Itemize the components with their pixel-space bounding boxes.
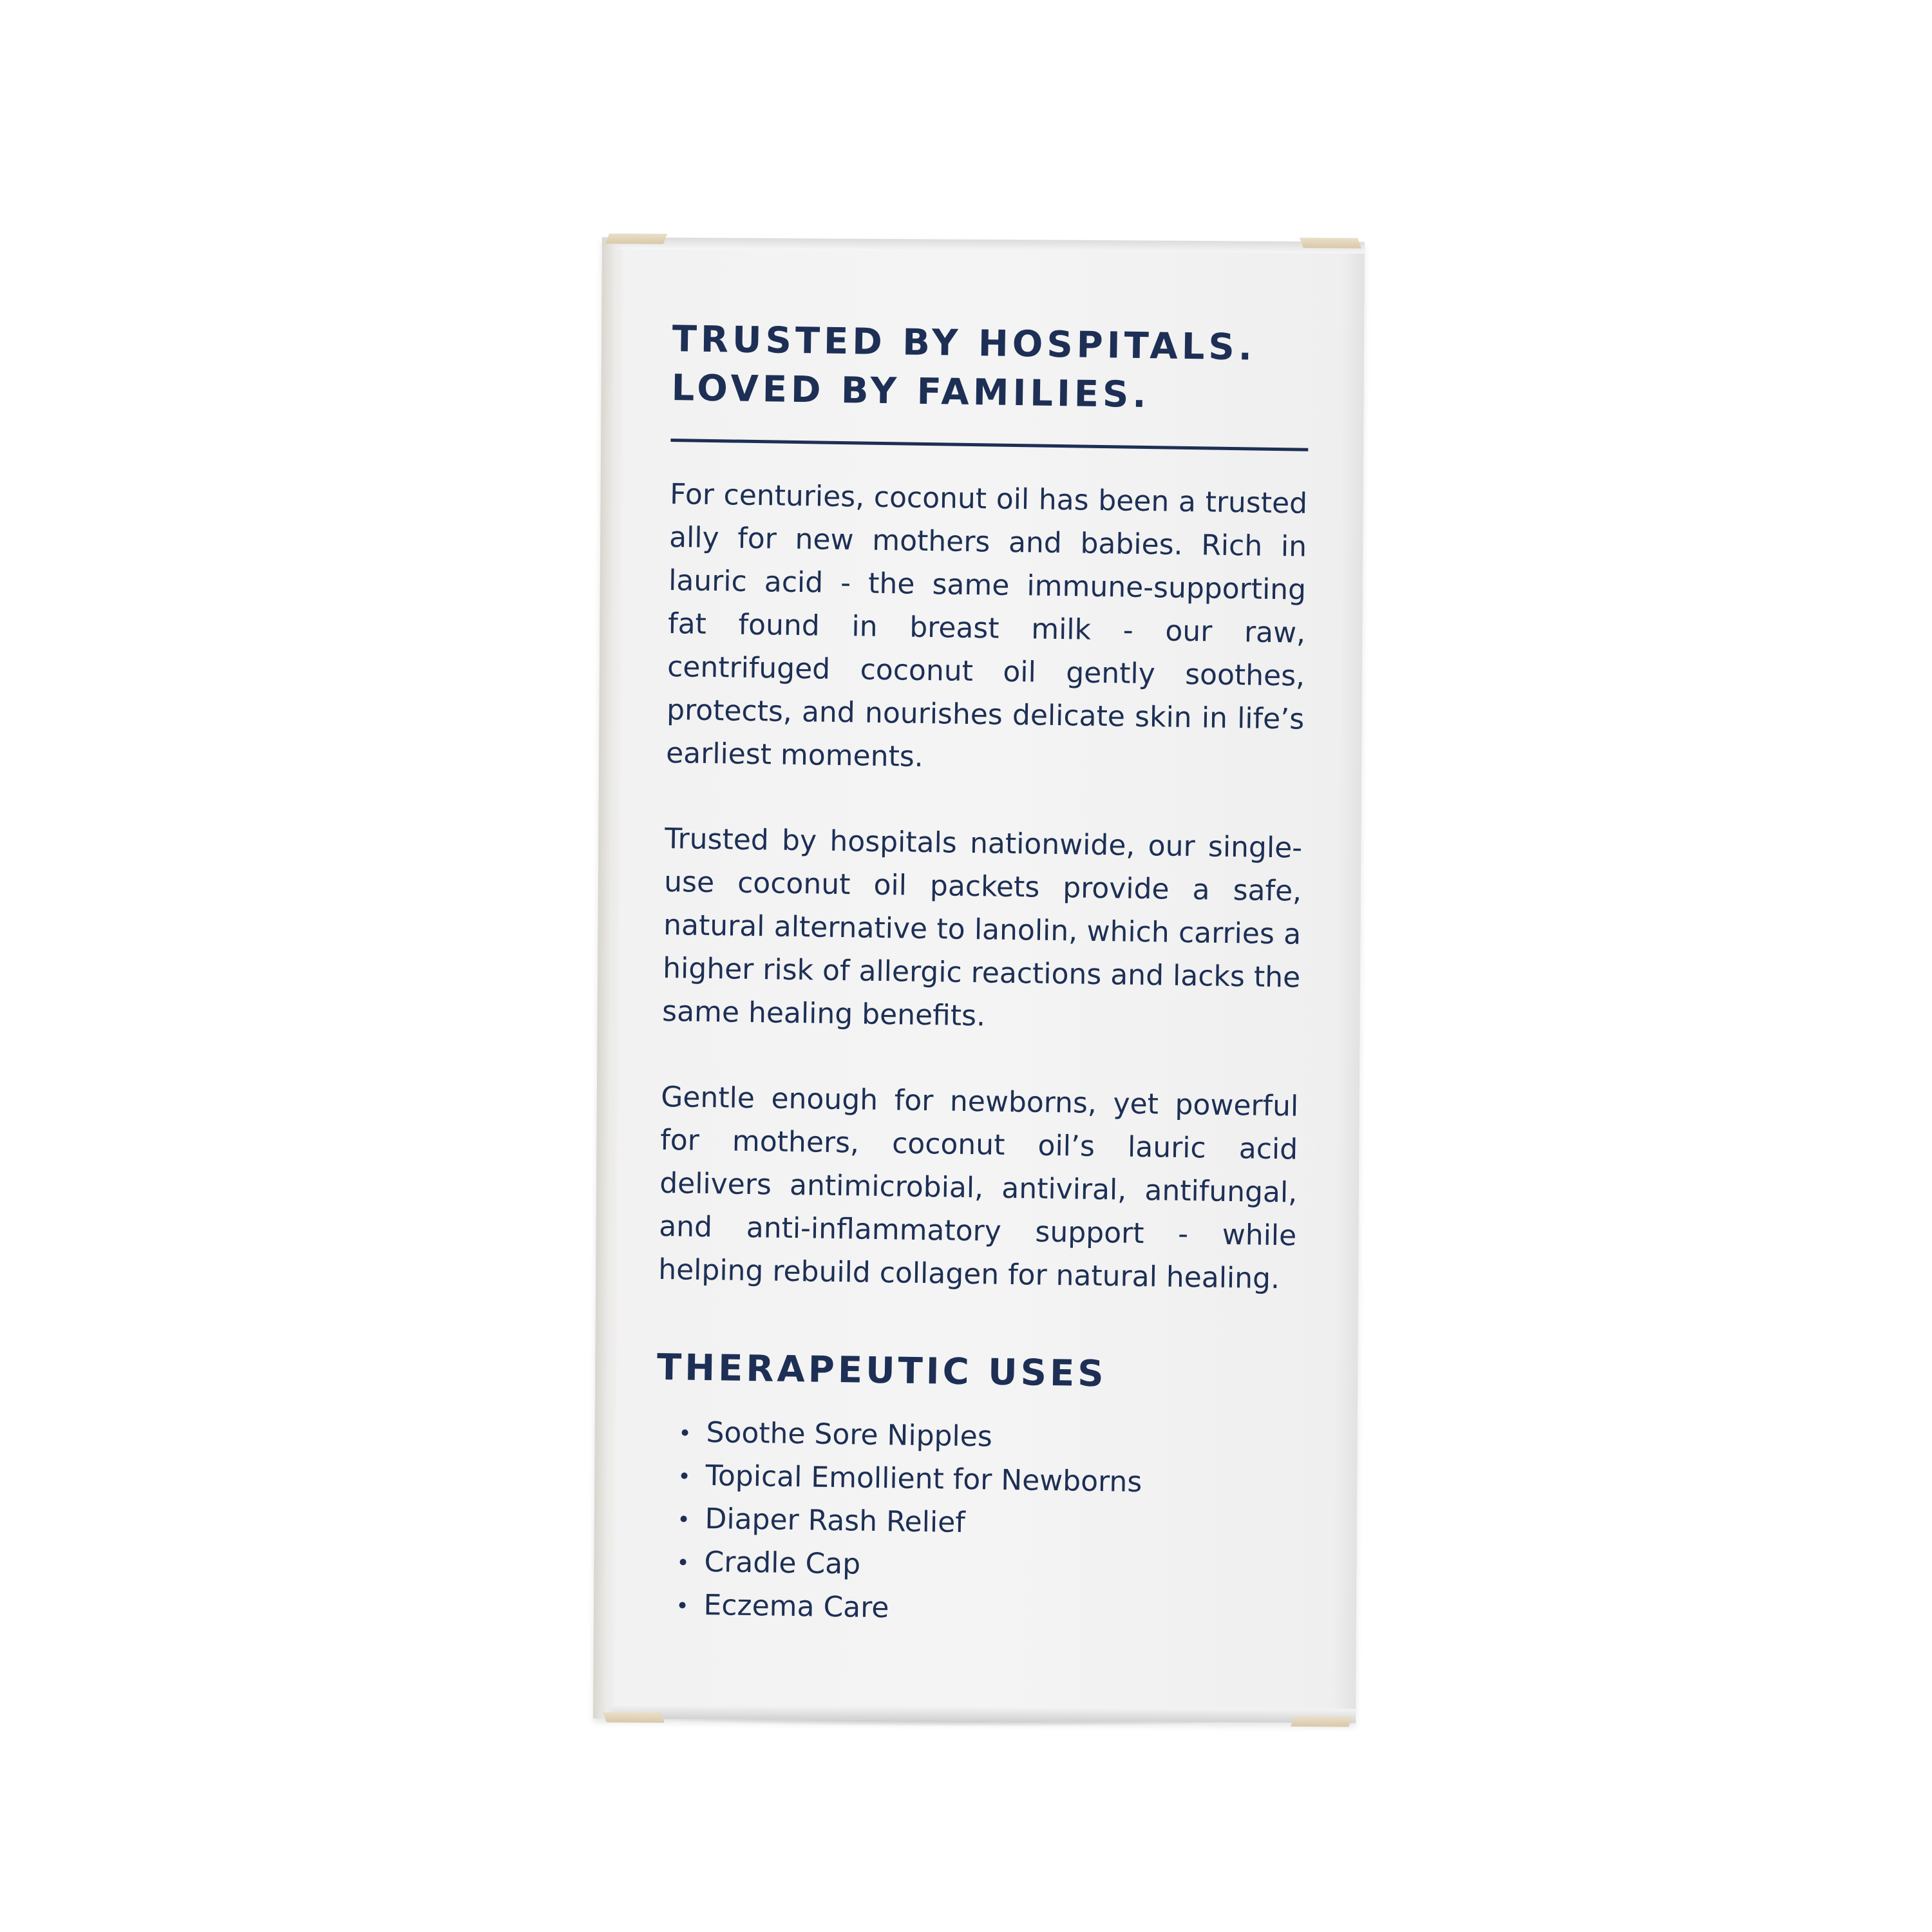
use-label: Cradle Cap — [704, 1546, 861, 1581]
headline — [671, 315, 1310, 422]
paragraph-lauric-acid-benefits: Gentle enough for newborns, yet powerful for mothers, coconut oil’s lauric acid delivers antimicrobial, antiviral, antifungal, and anti-inflammatory support - while helping rebuild collagen for natural healing. — [658, 1080, 1299, 1296]
paragraph-coconut-oil-history: For centuries, coconut oil has been a trusted ally for new mothers and babies. Rich in lauric acid - the same immune-supporting fat found in breast milk - our raw, centrifuged coconut oil gently soothes, protects, and nourishes delicate skin in life’s earliest moments. — [665, 478, 1308, 773]
list-item — [679, 1583, 1291, 1635]
bullet-icon — [681, 1515, 687, 1522]
uses-list — [679, 1410, 1294, 1635]
bullet-icon — [679, 1602, 686, 1608]
box-left-edge — [593, 237, 624, 1718]
divider-rule — [670, 439, 1308, 451]
product-box-side-panel — [593, 237, 1365, 1723]
bullet-icon — [681, 1472, 687, 1479]
uses-heading: THERAPEUTIC USES — [656, 1346, 1108, 1396]
paragraph-hospital-trust: Trusted by hospitals nationwide, our single-use coconut oil packets provide a safe, natural alternative to lanolin, which carries a higher risk of allergic reactions and lacks the same healing benefits. — [661, 822, 1303, 1033]
box-flap-bottom-right — [1291, 1716, 1352, 1727]
headline-line-2: LOVED BY FAMILIES. — [671, 367, 1151, 417]
bullet-icon — [680, 1558, 687, 1565]
use-label: Eczema Care — [703, 1589, 889, 1625]
box-flap-top-right — [1300, 238, 1361, 249]
box-flap-bottom-left — [603, 1712, 665, 1723]
use-label: Diaper Rash Relief — [705, 1502, 966, 1540]
box-flap-top-left — [605, 233, 667, 244]
bullet-icon — [681, 1429, 688, 1435]
use-label: Topical Emollient for Newborns — [705, 1459, 1142, 1499]
box-top-edge — [602, 237, 1365, 253]
panel-content — [653, 315, 1310, 1635]
use-label: Soothe Sore Nipples — [706, 1416, 993, 1454]
headline-line-1: TRUSTED BY HOSPITALS. — [672, 318, 1256, 369]
